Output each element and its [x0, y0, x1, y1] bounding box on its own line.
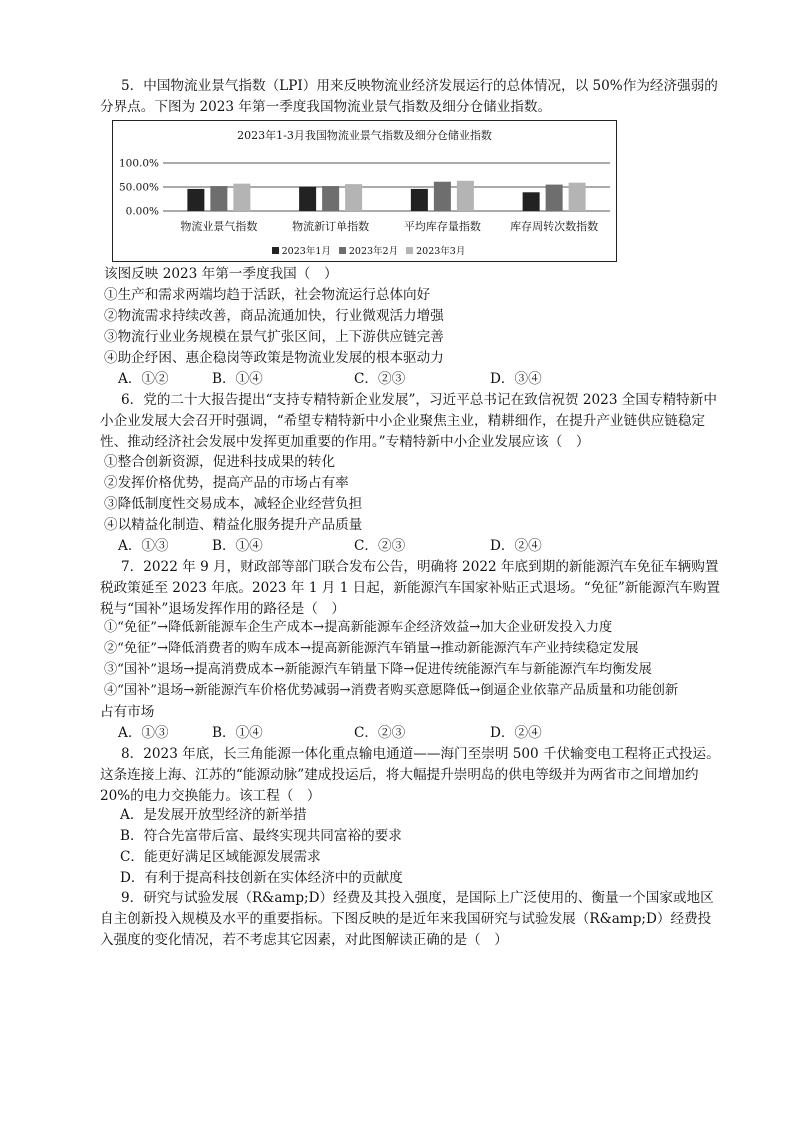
- q6-item-2: ②发挥价格优势，提高产品的市场占有率: [104, 475, 349, 491]
- q7-option-c[interactable]: C．②③: [354, 725, 406, 741]
- q5-item-3: ③物流行业业务规模在景气扩张区间，上下游供应链完善: [104, 329, 444, 345]
- q6-item-3: ③降低制度性交易成本，减轻企业经营负担: [104, 496, 363, 512]
- q7-item-3: ③“国补”退场→提高消费成本→新能源汽车销量下降→促进传统能源汽车与新能源汽车均衡发展: [104, 662, 652, 677]
- q7-option-b[interactable]: B．①④: [212, 725, 263, 741]
- legend-swatch: [406, 247, 413, 254]
- legend-label: 2023年3月: [416, 246, 466, 257]
- q5-item-1: ①生产和需求两端均趋于活跃，社会物流运行总体向好: [104, 287, 431, 303]
- q8-option-a[interactable]: A．是发展开放型经济的新举措: [120, 807, 307, 823]
- q8-option-d[interactable]: D．有利于提高科技创新在实体经济中的贡献度: [120, 870, 403, 886]
- x-category-label: 平均库存量指数: [403, 220, 481, 233]
- legend-swatch: [339, 247, 346, 254]
- bar-2-2: [322, 186, 339, 211]
- q6-item-4: ④以精益化制造、精益化服务提升产品质量: [104, 517, 363, 533]
- bar-4-3: [569, 183, 586, 211]
- q6-stem: 6．党的二十大报告提出“支持专精特新企业发展”，习近平总书记在致信祝贺 2023 全国专精特新中小企业发展大会召开时强调，“希望专精特新中小企业聚焦主业，精耕细作，在提升产业链供应链稳定性、推动经济社会发展中发挥更加重要的作用。”专精特新中小企业发展应该（ ）: [100, 392, 717, 450]
- bar-3-3: [457, 181, 474, 211]
- q6-options: [118, 537, 588, 555]
- bar-1-1: [187, 189, 204, 211]
- q8-option-c[interactable]: C．能更好满足区域能源发展需求: [120, 849, 321, 865]
- q6-option-d[interactable]: D．②④: [490, 538, 542, 554]
- y-tick-label: 0.00%: [125, 205, 159, 218]
- q8-option-b[interactable]: B．符合先富带后富、最终实现共同富裕的要求: [120, 828, 402, 844]
- chart-legend: [113, 243, 616, 257]
- q9-stem: 9．研究与试验发展（R&amp;D）经费及其投入强度，是国际上广泛使用的、衡量一个国家或地区自主创新投入规模及水平的重要指标。下图反映的是近年来我国研究与试验发展（R&amp;D）经费投入强度的变化情况，若不考虑其它因素，对此图解读正确的是（ ）: [100, 890, 714, 948]
- q5-item-2: ②物流需求持续改善，商品流通加快，行业微观活力增强: [104, 308, 444, 324]
- chart-plot: [113, 121, 616, 261]
- bar-2-1: [299, 187, 316, 211]
- legend-swatch: [272, 247, 279, 254]
- q6-option-a[interactable]: A．①③: [118, 538, 169, 554]
- q5-stem: 5．中国物流业景气指数（LPI）用来反映物流业经济发展运行的总体情况，以 50%作为经济强弱的分界点。下图为 2023 年第一季度我国物流业景气指数及细分仓储业指数。: [100, 78, 718, 115]
- q5-item-4: ④助企纾困、惠企稳岗等政策是物流业发展的根本驱动力: [104, 350, 444, 366]
- q6-option-c[interactable]: C．②③: [354, 538, 406, 554]
- lpi-bar-chart: [112, 120, 617, 262]
- bar-1-2: [210, 186, 227, 211]
- q7-option-a[interactable]: A．①③: [118, 725, 169, 741]
- bar-3-2: [434, 182, 451, 211]
- q5-options: [118, 370, 588, 388]
- q7-item-1: ①“免征”→降低新能源车企生产成本→提高新能源车企经济效益→加大企业研发投入力度: [104, 620, 613, 635]
- q7-item-2: ②“免征”→降低消费者的购车成本→提高新能源汽车销量→推动新能源汽车产业持续稳定发展: [104, 641, 639, 656]
- q6-item-1: ①整合创新资源，促进科技成果的转化: [104, 454, 336, 470]
- q7-options: [118, 724, 588, 742]
- x-category-label: 物流业景气指数: [180, 220, 258, 233]
- bar-2-3: [345, 184, 362, 211]
- legend-label: 2023年2月: [348, 246, 399, 257]
- bar-4-1: [523, 192, 540, 211]
- q5-option-c[interactable]: C．②③: [354, 371, 406, 387]
- q7-stem: 7．2022 年 9 月，财政部等部门联合发布公告，明确将 2022 年底到期的新能源汽车免征车辆购置税政策延至 2023 年底。2023 年 1 月 1 日起，新能源汽车国家补贴正式退场。“免征”新能源汽车购置税与“国补”退场发挥作用的路径是（ ）: [100, 559, 721, 617]
- q8-stem: 8．2023 年底，长三角能源一体化重点输电通道——海门至崇明 500 千伏输变电工程将正式投运。这条连接上海、江苏的“能源动脉”建成投运后，将大幅提升崇明岛的供电等级并为两省市之间增加约 20%的电力交换能力。该工程（ ）: [100, 746, 720, 804]
- q5-option-d[interactable]: D．③④: [490, 371, 542, 387]
- q7-item-4-tail: 占有市场: [100, 704, 155, 720]
- y-tick-label: 50.00%: [118, 181, 159, 194]
- bar-1-3: [233, 184, 250, 211]
- x-category-label: 库存周转次数指数: [510, 220, 599, 233]
- chart-title: 2023年1-3月我国物流业景气指数及细分仓储业指数: [237, 129, 492, 142]
- q7-item-4: ④“国补”退场→新能源汽车价格优势减弱→消费者购买意愿降低→倒逼企业依靠产品质量和功能创新: [104, 683, 679, 698]
- q5-lead: 该图反映 2023 年第一季度我国（ ）: [104, 266, 338, 282]
- x-category-label: 物流新订单指数: [292, 220, 370, 233]
- q7-option-d[interactable]: D．②④: [490, 725, 542, 741]
- bar-3-1: [411, 189, 428, 211]
- q5-option-a[interactable]: A．①②: [118, 371, 169, 387]
- q5-option-b[interactable]: B．①④: [212, 371, 263, 387]
- legend-label: 2023年1月: [281, 246, 331, 257]
- q6-option-b[interactable]: B．①④: [212, 538, 263, 554]
- y-tick-label: 100.0%: [118, 157, 159, 170]
- bar-4-2: [546, 185, 563, 211]
